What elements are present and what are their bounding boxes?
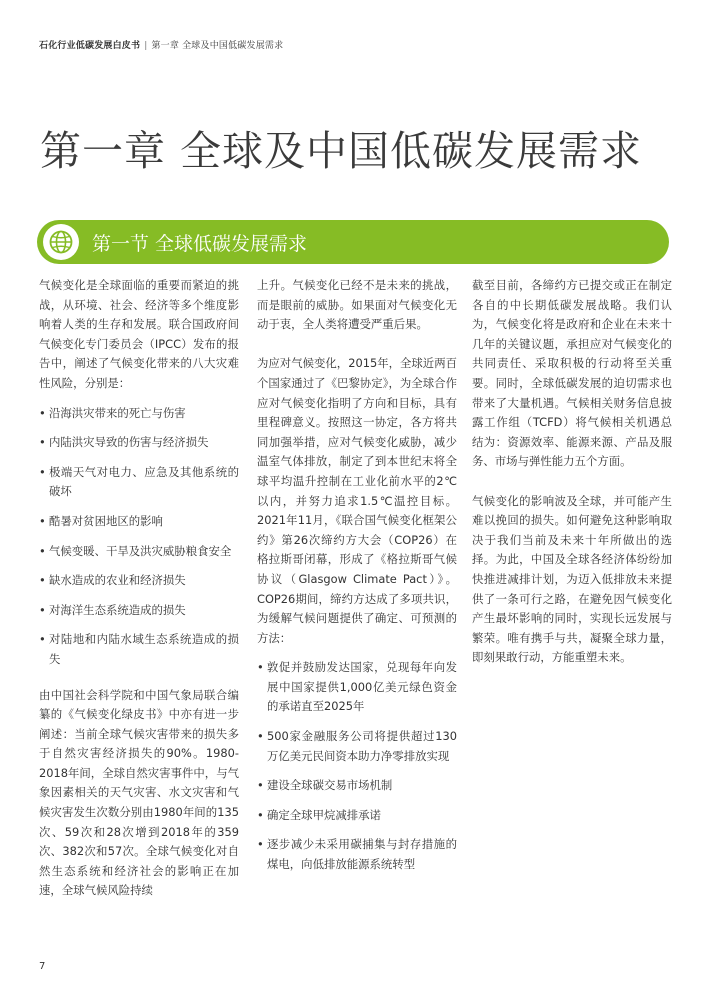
- list-item: • 逐步减少未采用碳捕集与封存措施的煤电，向低排放能源系统转型: [257, 835, 457, 874]
- list-item: • 内陆洪灾导致的伤害与经济损失: [39, 433, 239, 453]
- section-title: 第一节 全球低碳发展需求: [92, 233, 308, 255]
- globe-icon: [43, 224, 79, 260]
- chapter-title: 第一章 全球及中国低碳发展需求: [40, 127, 643, 175]
- running-header: [39, 38, 283, 51]
- outcome-list: [257, 658, 457, 874]
- header-doc-title: 石化行业低碳发展白皮书: [39, 41, 141, 51]
- header-chapter-ref: 第一章 全球及中国低碳发展需求: [151, 41, 284, 51]
- list-item: • 敦促并鼓励发达国家，兑现每年向发展中国家提供1,000亿美元绿色资金的承诺直至2025年: [257, 658, 457, 717]
- text-column-2: [257, 276, 457, 875]
- text-column-1: [39, 276, 239, 901]
- text-column-3: [472, 276, 672, 668]
- list-item: • 气候变暖、干旱及洪灾威胁粮食安全: [39, 542, 239, 562]
- list-item: • 酷暑对贫困地区的影响: [39, 512, 239, 532]
- list-item: • 对海洋生态系统造成的损失: [39, 601, 239, 621]
- paragraph: 由中国社会科学院和中国气象局联合编纂的《气候变化绿皮书》中亦有进一步阐述：当前全球气候灾害带来的损失多于自然灾害经济损失的90%。1980-2018年间，全球自然灾害事件中，与气象因素相关的天气灾害、水文灾害和气候灾害发生次数分别由1980年间的135次、59次和28次增到2018年的359次、382次和57次。全球气候变化对自然生态系统和经济社会的影响正在加速，全球气候风险持续: [39, 687, 239, 898]
- paragraph: 气候变化的影响波及全球，并可能产生难以挽回的损失。如何避免这种影响取决于我们当前及未来十年所做出的选择。为此，中国及全球各经济体纷纷加快推进减排计划，为迈入低排放未来提供了一条可行之路，在避免因气候变化产生最坏影响的同时，实现长远发展与繁荣。唯有携手与共，凝聚全球力量，即刻果敢行动，方能重塑未来。: [472, 493, 672, 665]
- paragraph: 上升。气候变化已经不是未来的挑战，而是眼前的威胁。如果面对气候变化无动于衷，全人类将遭受严重后果。: [257, 278, 457, 332]
- risk-list: [39, 404, 239, 670]
- paragraph: 截至目前，各缔约方已提交或正在制定各自的中长期低碳发展战略。我们认为，气候变化将是政府和企业在未来十几年的关键议题，承担应对气候变化的共同责任、采取积极的行动将至关重要。同时，全球低碳发展的迫切需求也带来了大量机遇。气候相关财务信息披露工作组（TCFD）将气候相关机遇总结为：资源效率、能源来源、产品及服务、市场与弹性能力五个方面。: [472, 278, 672, 469]
- header-separator: |: [144, 41, 148, 51]
- list-item: • 确定全球甲烷减排承诺: [257, 806, 457, 826]
- page-number: 7: [39, 961, 46, 972]
- list-item: • 极端天气对电力、应急及其他系统的破坏: [39, 463, 239, 502]
- section-banner: [37, 220, 669, 264]
- list-item: • 建设全球碳交易市场机制: [257, 776, 457, 796]
- list-item: • 对陆地和内陆水域生态系统造成的损失: [39, 630, 239, 669]
- list-item: • 500家金融服务公司将提供超过130万亿美元民间资本助力净零排放实现: [257, 727, 457, 766]
- paragraph: 气候变化是全球面临的重要而紧迫的挑战，从环境、社会、经济等多个维度影响着人类的生存和发展。联合国政府间气候变化专门委员会（IPCC）发布的报告中，阐述了气候变化带来的八大灾难性风险，分别是：: [39, 278, 239, 390]
- paragraph: 为应对气候变化，2015年，全球近两百个国家通过了《巴黎协定》，为全球合作应对气候变化指明了方向和目标，具有里程碑意义。按照这一协定，各方将共同加强举措，应对气候变化威胁，减少温室气体排放，制定了到本世纪末将全球平均温升控制在工业化前水平的2℃以内，并努力追求1.5℃温控目标。2021年11月，《联合国气候变化框架公约》第26次缔约方大会（COP26）在格拉斯哥闭幕，形成了《格拉斯哥气候协议（Glasgow Climate Pact）》。COP26期间，缔约方达成了多项共识，为缓解气候问题提供了确定、可预测的方法：: [257, 356, 457, 645]
- list-item: • 缺水造成的农业和经济损失: [39, 571, 239, 591]
- list-item: • 沿海洪灾带来的死亡与伤害: [39, 404, 239, 424]
